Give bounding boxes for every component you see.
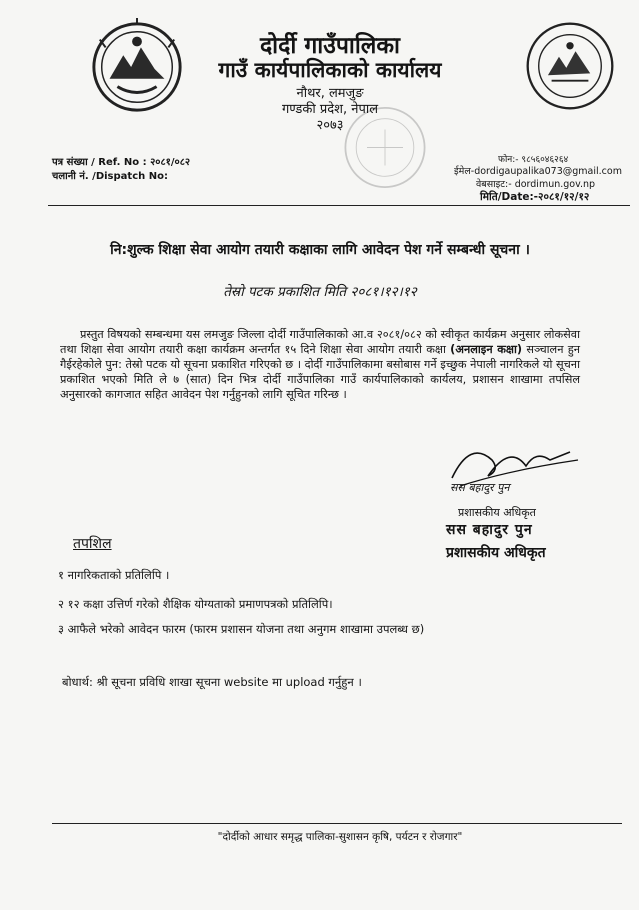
signatory-designation: प्रशासकीय अधिकृत bbox=[458, 506, 536, 519]
body-text-part1: प्रस्तुत विषयको सम्बन्धमा यस लमजुङ जिल्ला दोर्दी गाउँपालिकाको आ.व २०८१/०८२ को स्वीकृत कार्यक्रम अनुसार लोकसेवा तथा शिक्षा सेवा आयोग तयारी कक्षा कार्यक्रम अन्तर्गत १५ दिने शिक्षा सेवा आयोग तयारी कक्षा bbox=[60, 328, 580, 356]
stamp-designation: प्रशासकीय अधिकृत bbox=[446, 545, 546, 561]
letter-date: मिति/Date:-२०८१/१२/१२ bbox=[480, 191, 590, 203]
ref-number: पत्र संख्या / Ref. No : २०८१/०८२ bbox=[52, 157, 191, 168]
list-item: २ १२ कक्षा उत्तिर्ण गरेको शैक्षिक योग्यताको प्रमाणपत्रको प्रतिलिपि। bbox=[58, 597, 333, 611]
dispatch-number: चलानी नं. /Dispatch No: bbox=[52, 171, 168, 182]
notice-body bbox=[60, 327, 580, 402]
list-item: १ नागरिकताको प्रतिलिपि । bbox=[58, 568, 170, 582]
website-text: वेबसाइट:- dordimun.gov.np bbox=[476, 179, 596, 190]
nepal-emblem-logo bbox=[88, 18, 186, 116]
address-block bbox=[180, 86, 480, 134]
notice-title: नि:शुल्क शिक्षा सेवा आयोग तयारी कक्षाका लागि आवेदन पेश गर्ने सम्बन्धी सूचना । bbox=[110, 242, 530, 258]
tapsil-heading: तपशिल bbox=[73, 536, 112, 552]
publish-date: तेस्रो पटक प्रकाशित मिति २०८१।१२।१२ bbox=[223, 284, 417, 300]
org-name: दोर्दी गाउँपालिका bbox=[259, 33, 401, 59]
municipality-logo bbox=[524, 20, 616, 112]
header-divider bbox=[48, 205, 630, 206]
footer-slogan: "दोर्दीको आधार समृद्ध पालिका-सुशासन कृषि, पर्यटन र रोजगार" bbox=[217, 831, 463, 843]
office-name: गाउँ कार्यपालिकाको कार्यालय bbox=[218, 58, 442, 82]
body-text-part2: सञ्चालन हुन गैईरहेकोले पुन: तेस्रो पटक यो सूचना प्रकाशित गरिएको छ । दोर्दी गाउँपालिकामा बसोबास गर्ने इच्छुक नेपाली नागरिकले यो सूचना प्रकाशित भएको मिति ले ७ (सात) दिन भित्र दोर्दी गाउँपालिका गाउँ कार्यपालिकाको कार्यलय, प्रशासन शाखामा तपसिल अनुसारको कागजात सहित आवेदन पेश गर्नुहुनको लागि सूचित गरिन्छ । bbox=[60, 343, 580, 401]
handwritten-signature bbox=[440, 430, 590, 510]
province-text: गण्डकी प्रदेश, नेपाल bbox=[281, 102, 379, 117]
notice-paragraph bbox=[60, 327, 580, 402]
list-item: ३ आफैले भरेको आवेदन फारम (फारम प्रशासन योजना तथा अनुगम शाखामा उपलब्ध छ) bbox=[58, 622, 425, 636]
bodharth-note: बोधार्थ: श्री सूचना प्रविधि शाखा सूचना website मा upload गर्नुहुन । bbox=[62, 675, 362, 689]
footer-divider bbox=[52, 823, 622, 824]
email-text: ईमेल-dordigaupalika073@gmail.com bbox=[454, 166, 622, 177]
stamp-name: सस बहादुर पुन bbox=[446, 522, 533, 538]
phone-text: फोन:- ९८५६०४६२६४ bbox=[498, 155, 569, 165]
location-text: नौथर, लमजुङ bbox=[296, 86, 364, 101]
year-text: २०७३ bbox=[316, 118, 344, 133]
signatory-handwritten-name: सस बहादुर पुन bbox=[450, 481, 510, 494]
online-class-label: (अनलाइन कक्षा) bbox=[450, 343, 523, 356]
